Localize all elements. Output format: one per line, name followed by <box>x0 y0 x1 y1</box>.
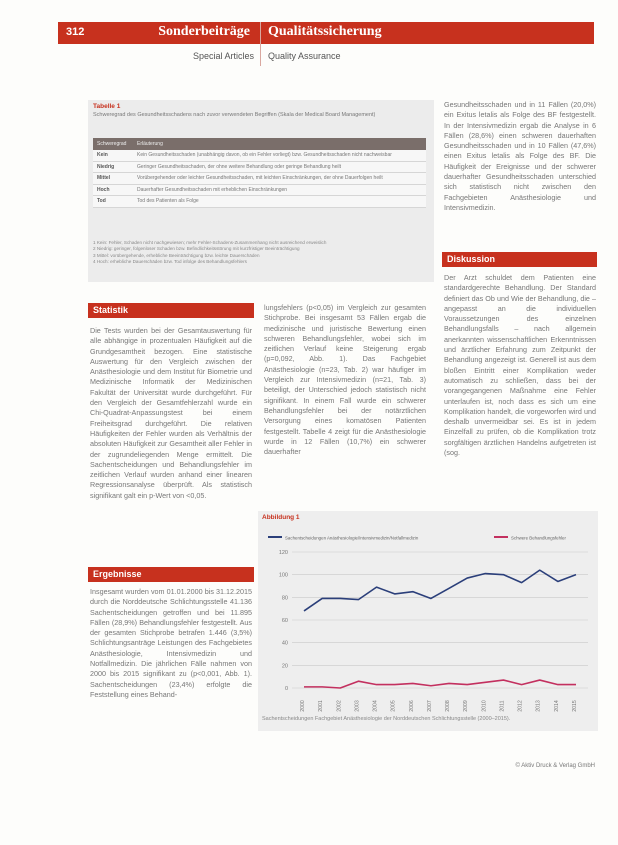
results-text-continued: Gesundheitsschaden und in 11 Fällen (20,0%) ein Exitus letalis als Folge des BF festgestellt. In der Intensivmedizin ergab die Analyse in 6 Fällen (28,6%) einen schweren dauerhaften Gesundheitsschaden und in 10 Fällen (47,6%) einen Exitus letalis als Folge des BF. Die Häufigkeit der Ereignisse und der schwerer dauerhafter Gesundheitsschaden unterschied sich statistisch nicht zwischen den Fachgebieten Anästhesiologie und Intensivmedizin. <box>444 100 596 212</box>
x-tick-label: 2009 <box>463 700 470 712</box>
x-tick-label: 2013 <box>535 700 542 712</box>
series-line <box>304 570 576 611</box>
results-text: Insgesamt wurden vom 01.01.2000 bis 31.12.2015 durch die Norddeutsche Schlichtungsstelle 41.136 Sachentscheidungen getroffen und bei 11.895 Fällen (28,9%) Behandlungsfehler festgestellt. Aus der gesamten Stichprobe betrafen 1.446 (3,5%) Schlichtungsanträge Leistungen des Fachgebietes Anästhesiologie, Intensivmedizin und Notfallmedizin. Die jährlichen Fälle nahmen von 2000 bis 2015 signifikant zu (p<0,001, Abb. 1). Sachentscheidungen (23,4%) erfolgte die Feststellung eines Behand- <box>90 587 252 699</box>
table-row <box>93 184 426 196</box>
x-tick-label: 2005 <box>390 700 397 712</box>
legend-label: Sachentscheidungen Anästhesiologie/Intensivmedizin/Notfallmedizin <box>285 535 419 541</box>
figure-caption: Sachentscheidungen Fachgebiet Anästhesiologie der Norddeutschen Schlichtungsstelle (2000–2015). <box>262 716 511 722</box>
level-cell: Hoch <box>93 184 133 196</box>
section-heading-statistik: Statistik <box>88 303 254 318</box>
y-tick-label: 20 <box>281 663 288 670</box>
legend-label: Schwere Behandlungsfehler <box>511 535 566 541</box>
y-tick-label: 40 <box>281 640 288 647</box>
y-tick-label: 100 <box>278 572 288 579</box>
table-note: 3 Mittel: vorübergehende, erhebliche Beeinträchtigung bzw. leichte Dauerschäden <box>93 252 260 258</box>
line-chart <box>262 524 594 714</box>
table-row <box>93 161 426 173</box>
x-tick-label: 2000 <box>300 700 306 712</box>
table-row <box>93 150 426 161</box>
desc-cell: Dauerhafter Gesundheitsschaden mit erheblichen Einschränkungen <box>133 184 426 196</box>
level-cell: Niedrig <box>93 161 133 173</box>
x-tick-label: 2008 <box>445 700 452 712</box>
results-text-middle: lungsfehlers (p<0,05) im Vergleich zur gesamten Stichprobe. Bei insgesamt 53 Fällen ergab die medizinische und juristische Bewertung einen schweren Behandlungsfehler, wobei sich im zeitlichen Verlauf keine Steigerung ergab (p=0,092, Abb. 1). Das Fachgebiet Anästhesiologie (n=23, Tab. 2) war häufiger im Vergleich zur Intensivmedizin (n=21, Tab. 3) beteiligt, der Unterschied jedoch statistisch nicht signifikant. In einem Fall wurde ein schwerer Behandlungsfehler bei der notärztlichen Versorgung eines komatösen Patienten festgestellt. Tabelle 4 zeigt für die Anästhesiologie wurde in 12 Fällen (10,7%) ein schwerer dauerhafter <box>264 303 426 457</box>
level-cell: Tod <box>93 196 133 208</box>
figure-label: Abbildung 1 <box>262 514 300 521</box>
page-footer: © Aktiv Druck & Verlag GmbH <box>515 763 595 769</box>
x-tick-label: 2004 <box>372 700 379 712</box>
x-tick-label: 2006 <box>408 700 415 712</box>
severity-table <box>93 138 426 208</box>
page-number: 312 <box>66 26 85 38</box>
table-note: 2 Niedrig: geringer, folgenloser Schaden bzw. Befindlichkeitsstörung mit kurzfristiger Beeinträchtigung <box>93 246 300 252</box>
header-title-german: Sonderbeiträge <box>158 24 250 39</box>
table-note: 1 Kein: Fehler, Schaden nicht nachgewiesen; mehr Fehler-Schadens-Zusammenhang nicht ausreichend erweislich <box>93 240 327 245</box>
section-heading-diskussion: Diskussion <box>442 252 597 267</box>
y-tick-label: 120 <box>278 550 288 556</box>
table-header-level: Schweregrad <box>93 138 133 150</box>
desc-cell: Vorübergehender oder leichter Gesundheitsschaden, mit leichten Einschränkungen, der ohne Dauerfolgen heilt <box>133 173 426 185</box>
series-line <box>304 680 576 688</box>
desc-cell: Kein Gesundheitsschaden (unabhängig davon, ob ein Fehler vorliegt) bzw. Gesundheitsschaden nicht nachweisbar <box>133 150 426 161</box>
header-category-german: Qualitätssicherung <box>268 24 382 39</box>
y-tick-label: 60 <box>281 618 288 624</box>
x-tick-label: 2001 <box>318 700 325 712</box>
table-row <box>93 173 426 185</box>
x-tick-label: 2007 <box>426 700 433 712</box>
x-tick-label: 2014 <box>553 700 560 712</box>
x-tick-label: 2002 <box>336 700 343 712</box>
x-tick-label: 2015 <box>572 700 578 712</box>
x-tick-label: 2012 <box>517 700 524 712</box>
y-tick-label: 0 <box>284 686 288 692</box>
y-tick-label: 80 <box>281 595 288 602</box>
x-tick-label: 2010 <box>481 700 488 712</box>
discussion-text: Der Arzt schuldet dem Patienten eine standardgerechte Behandlung. Der Standard definiert das Ob und Wie der Behandlung, die – angepasst an die individuellen Voraussetzungen des einzelnen Behandlungsfalls – nach allgemein anerkannten wissenschaftlichen Erkenntnissen und ärztlicher Erfahrung zum Zeitpunkt der Behandlung angezeigt ist. Generell ist aus dem bloßen Eintritt einer Komplikation weder automatisch zu schließen, dass bei der vorangegangenen Maßnahme eine Fehler unterlaufen ist, noch dass es sich um eine Komplikation handelt, die vorgeworfen wird und deshalb unvermeidbar sei. Es ist in jedem Einzelfall zu prüfen, ob die Komplikation trotz sorgfältigen ärztlichen Handelns aufgetreten ist (sog. <box>444 273 596 458</box>
table-caption: Schweregrad des Gesundheitsschadens nach zuvor verwendeten Begriffen (Skala der Medical Board Management) <box>93 112 376 118</box>
desc-cell: Geringer Gesundheitsschaden, der ohne weitere Behandlung oder geringe Behandlung heilt <box>133 161 426 173</box>
table-header-desc: Erläuterung <box>133 138 426 150</box>
level-cell: Kein <box>93 150 133 161</box>
statistics-text: Die Tests wurden bei der Gesamtauswertung für alle abhängige in prozentualen Häufigkeit auf die Grundgesamtheit bezogen. Eine statistische Auswertung für den Vergleich zwischen der Anästhesiologie und dem Institut für Biometrie und Medizinische Informatik der Medizinischen Fakultät der Universität wurde durchgeführt. Für den Vergleich der Gesamtfehlerzahl wurde ein Chi-Quadrat-Anpassungstest bei einem Freiheitsgrad durchgeführt. Die relativen Häufigkeiten der Fehler wurden als Verhältnis der absoluten Häufigkeit zur Gesamtheit aller Fehler in der zugrundeliegenden Menge ermittelt. Die Sachentscheidungen und Behandlungsfehler im zeitlichen Verlauf wurden anhand einer linearen Regressionsanalyse überprüft. Als statistisch signifikant galt ein p-Wert von <0,05. <box>90 326 252 500</box>
table-note: 4 Hoch: erhebliche Dauerschäden bzw. Tod infolge des Behandlungsfehlers <box>93 259 247 265</box>
desc-cell: Tod des Patienten als Folge <box>133 196 426 208</box>
table-label: Tabelle 1 <box>93 103 121 110</box>
x-tick-label: 2011 <box>499 700 506 712</box>
table-footnotes <box>93 240 426 266</box>
section-heading-ergebnisse: Ergebnisse <box>88 567 254 582</box>
header-divider <box>260 22 261 66</box>
header-title-english: Special Articles <box>192 51 254 61</box>
level-cell: Mittel <box>93 173 133 185</box>
x-tick-label: 2003 <box>354 700 361 712</box>
header-category-english: Quality Assurance <box>268 51 341 61</box>
table-row <box>93 196 426 208</box>
